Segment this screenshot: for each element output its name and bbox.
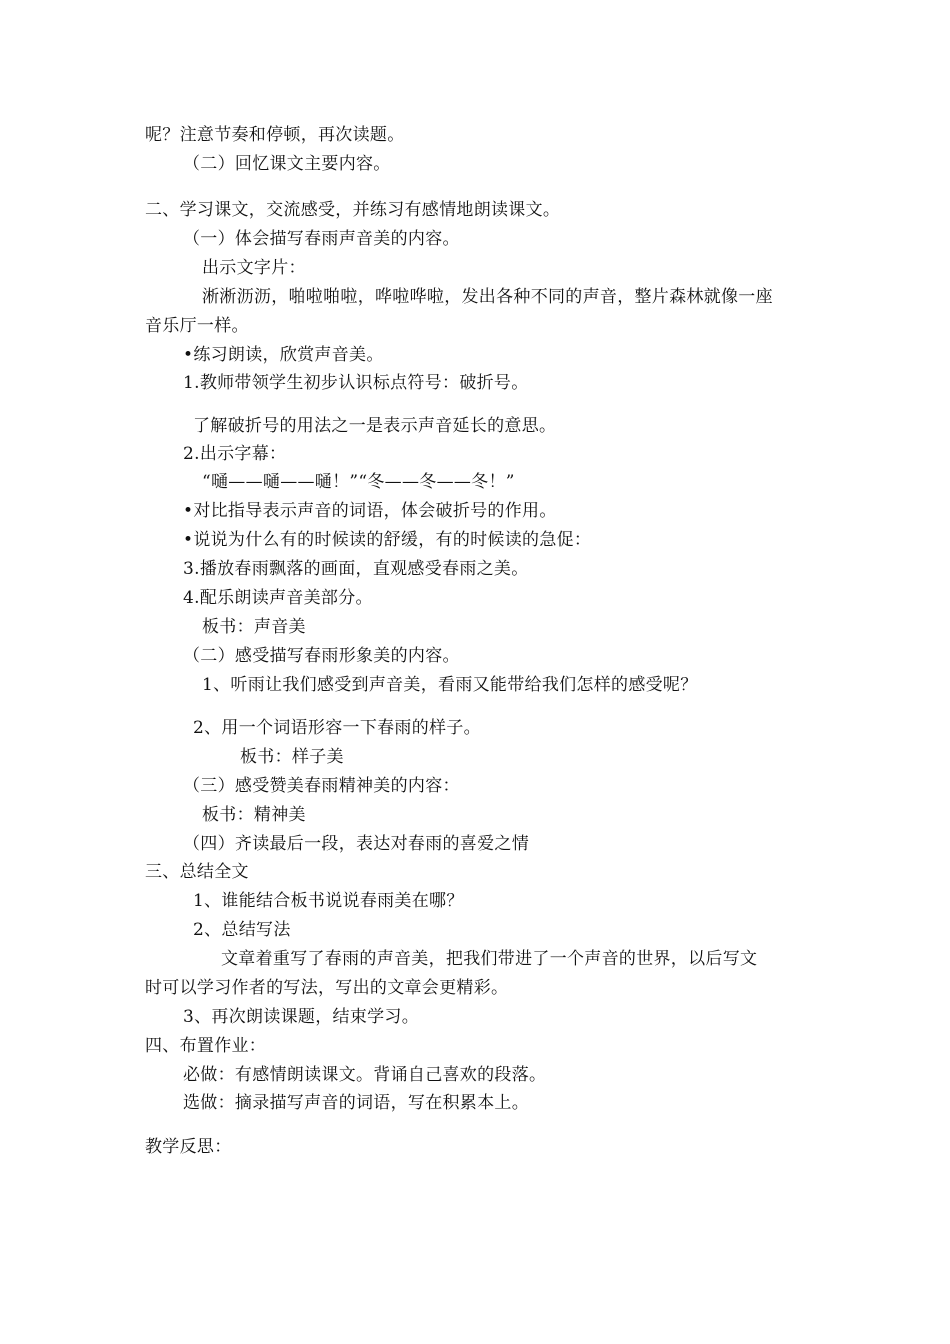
text-line: 1、谁能结合板书说说春雨美在哪？	[193, 891, 464, 911]
subsection-heading: （四）齐读最后一段，表达对春雨的喜爱之情	[183, 834, 529, 854]
text-line: 出示文字片：	[202, 258, 306, 278]
text-line: 2、用一个词语形容一下春雨的样子。	[193, 718, 481, 738]
numbered-item: 2.出示字幕：	[183, 444, 287, 464]
board-note: 板书：样子美	[240, 747, 344, 767]
text-line: 时可以学习作者的写法，写出的文章会更精彩。	[145, 978, 509, 998]
bullet-item: •对比指导表示声音的词语，体会破折号的作用。	[183, 501, 557, 521]
section-heading: 三、总结全文	[145, 862, 249, 882]
bullet-item: •说说为什么有的时候读的舒缓，有的时候读的急促：	[183, 530, 592, 550]
board-note: 板书：声音美	[202, 617, 306, 637]
text-line: （二）回忆课文主要内容。	[183, 154, 391, 174]
text-line: 了解破折号的用法之一是表示声音延长的意思。	[193, 416, 557, 436]
bullet-item: •练习朗读，欣赏声音美。	[183, 345, 384, 365]
numbered-item: 1.教师带领学生初步认识标点符号：破折号。	[183, 373, 529, 393]
section-heading: 四、布置作业：	[145, 1036, 267, 1056]
text-line: “嗵——嗵——嗵！”“冬——冬——冬！”	[202, 472, 515, 492]
text-line: 淅淅沥沥，啪啦啪啦，哗啦哗啦，发出各种不同的声音，整片森林就像一座	[202, 287, 773, 307]
numbered-item: 4.配乐朗读声音美部分。	[183, 588, 373, 608]
board-note: 板书：精神美	[202, 805, 306, 825]
text-line: 选做：摘录描写声音的词语，写在积累本上。	[183, 1093, 529, 1113]
numbered-item: 3.播放春雨飘落的画面，直观感受春雨之美。	[183, 559, 529, 579]
text-line: 2、总结写法	[193, 920, 291, 940]
reflection-heading: 教学反思：	[145, 1137, 232, 1157]
text-line: 1、听雨让我们感受到声音美，看雨又能带给我们怎样的感受呢？	[202, 675, 698, 695]
text-line: 呢？注意节奏和停顿，再次读题。	[145, 125, 405, 145]
text-line: 必做：有感情朗读课文。背诵自己喜欢的段落。	[183, 1065, 547, 1085]
subsection-heading: （一）体会描写春雨声音美的内容。	[183, 229, 460, 249]
text-line: 文章着重写了春雨的声音美，把我们带进了一个声音的世界，以后写文	[221, 949, 758, 969]
text-line: 3、再次朗读课题，结束学习。	[183, 1007, 420, 1027]
subsection-heading: （三）感受赞美春雨精神美的内容：	[183, 776, 460, 796]
section-heading: 二、学习课文，交流感受，并练习有感情地朗读课文。	[145, 200, 561, 220]
subsection-heading: （二）感受描写春雨形象美的内容。	[183, 646, 460, 666]
text-line: 音乐厅一样。	[145, 316, 249, 336]
